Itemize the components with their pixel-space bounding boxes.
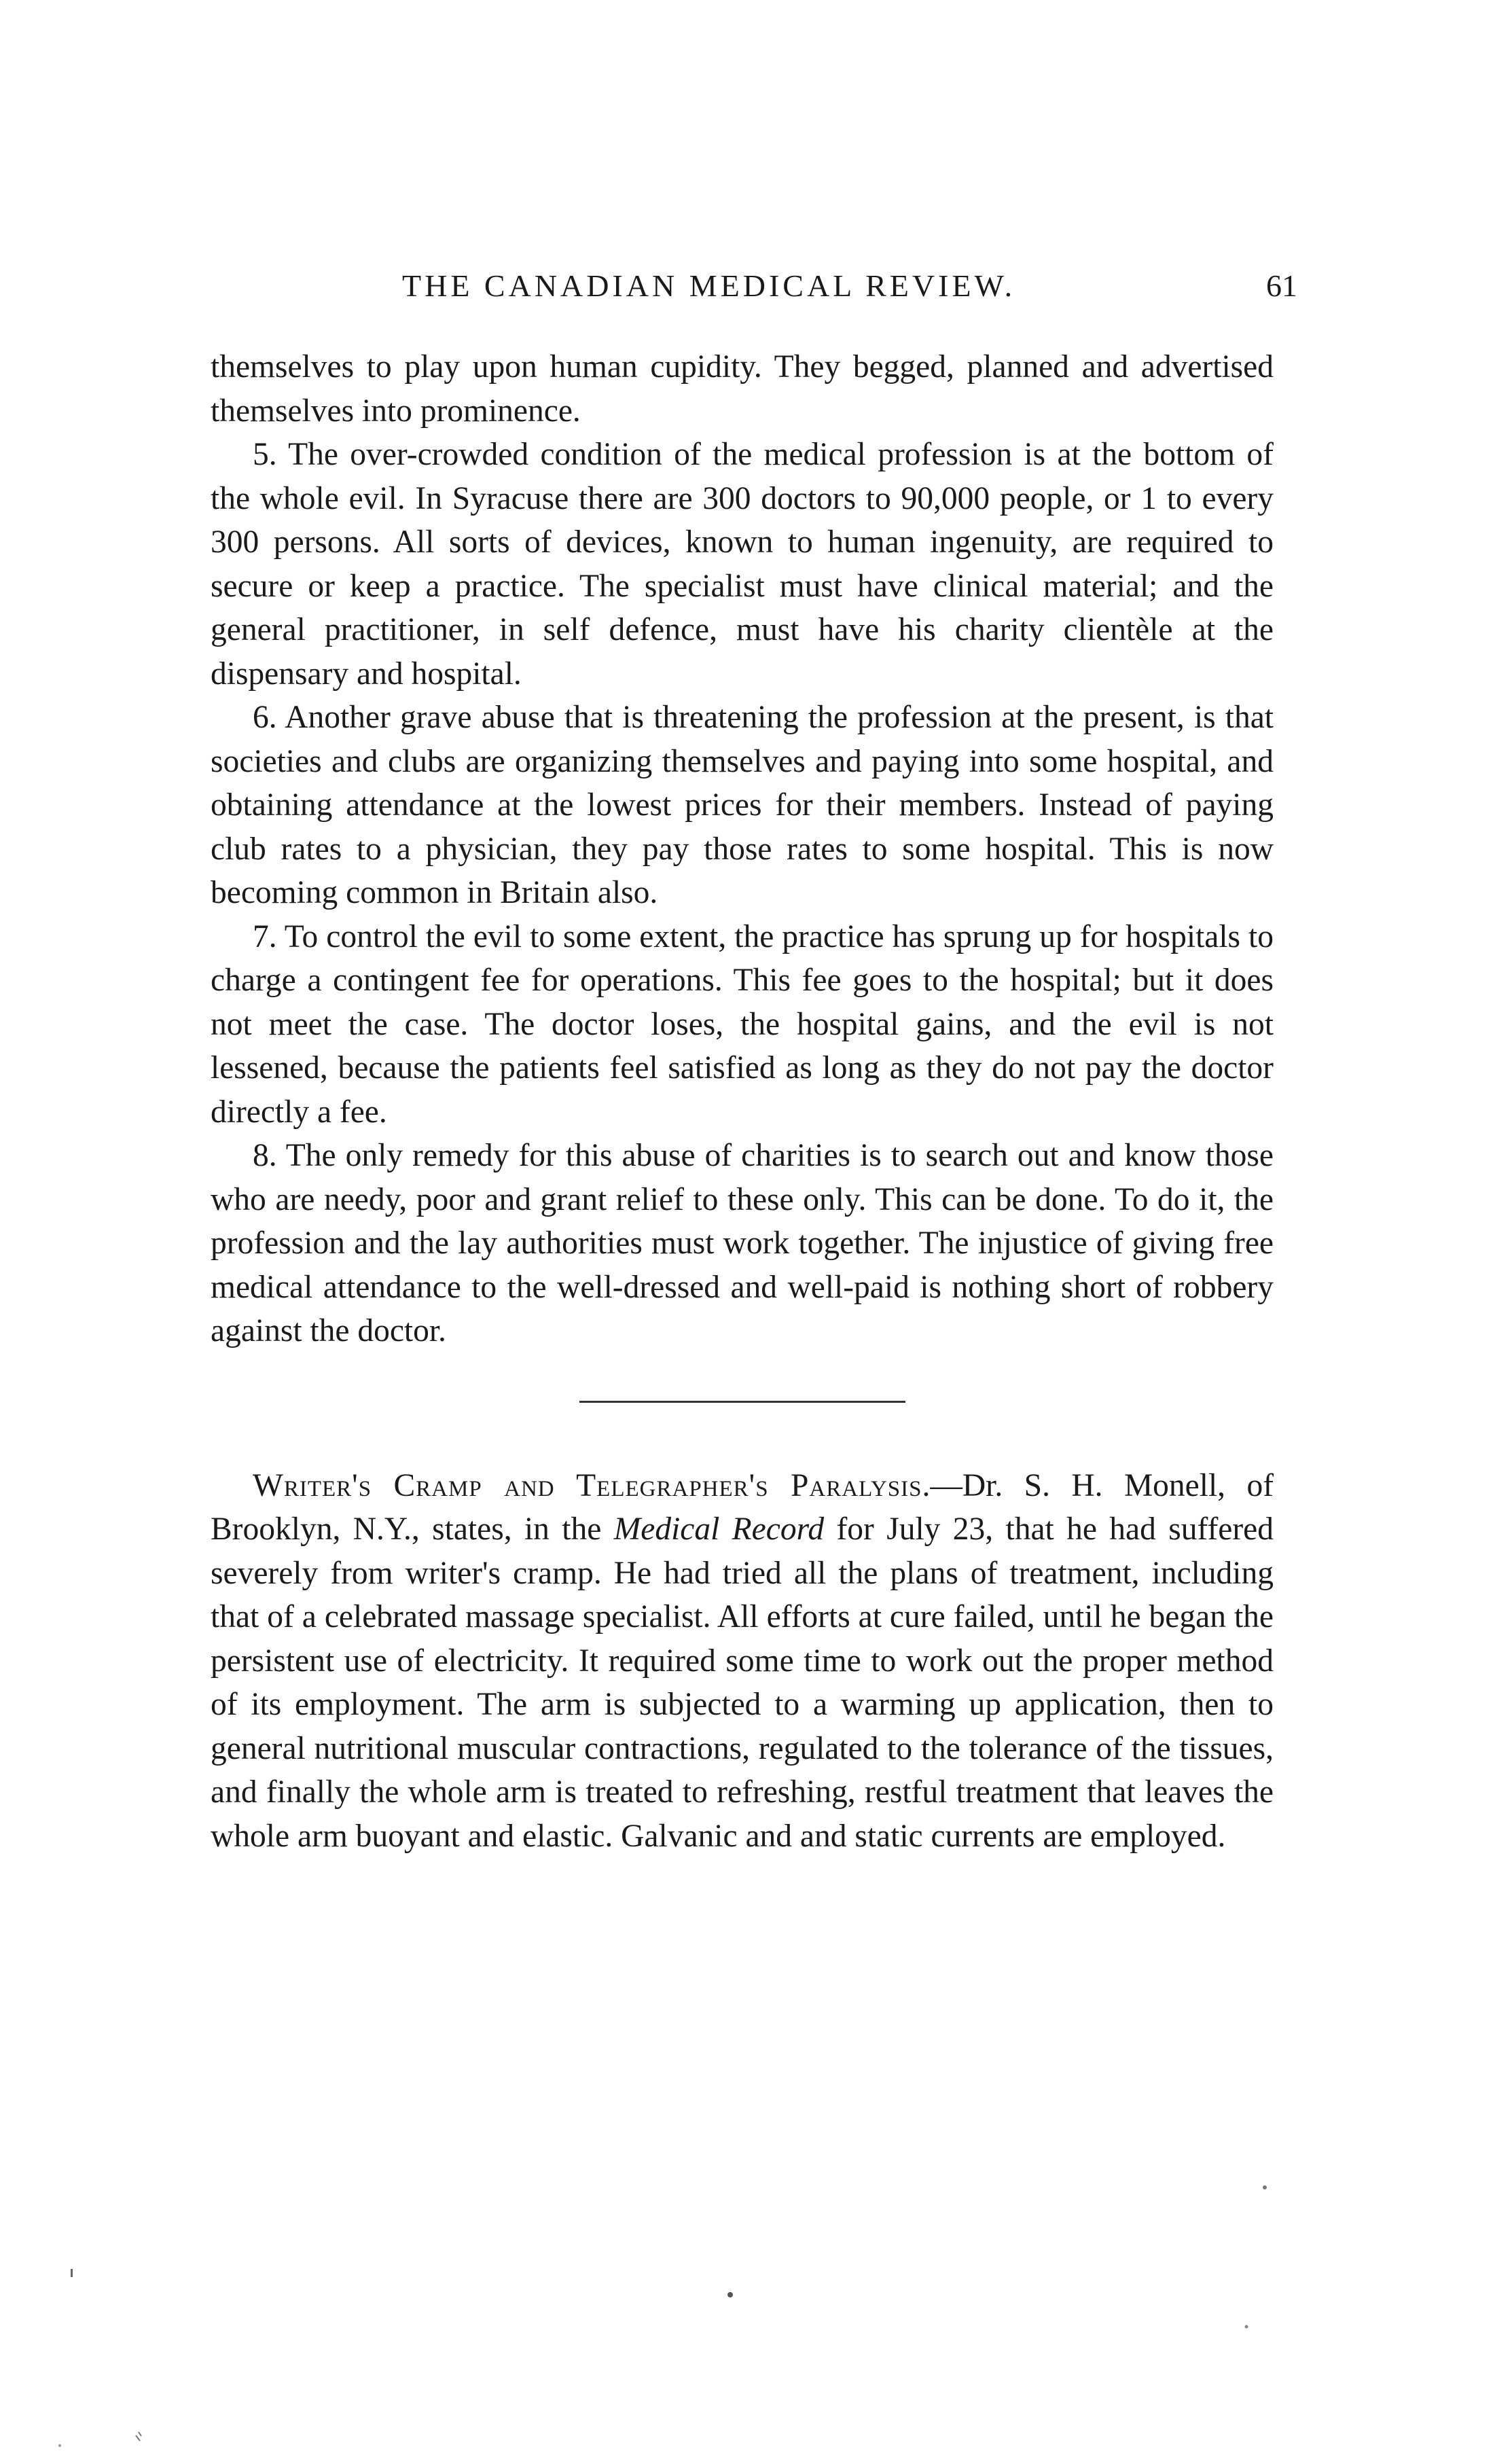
running-head [211,268,1297,315]
article-text-start: Dr. S. H. Monell, of Brooklyn, N.Y., states, in the [211,1467,1274,1547]
running-title: THE CANADIAN MEDICAL REVIEW. [402,268,1016,303]
paragraph-point-6: 6. Another grave abuse that is threatening the profession at the present, is that societies and clubs are organizing themselves and paying into some hospital, and obtaining attendance at the lowest prices for their members. Instead of paying club rates to a physician, they pay those rates to some hospital. This is now becoming common in Britain also. [211,700,1274,910]
page-number: 61 [1266,268,1297,303]
article-text-rest: for July 23, that he had suffered severely from writer's cramp. He had tried all the plans of treatment, including that of a celebrated massage specialist. All efforts at cure failed, until he began the persistent use of electricity. It required some time to work out the proper method of its employment. The arm is subjected to a warming up application, then to general nutritional muscular contractions, regulated to the tolerance of the tissues, and finally the whole arm is treated to refreshing, restful treatment that leaves the whole arm buoyant and elastic. Galvanic and and static currents are employed. [211,1511,1274,1854]
paragraph-continuation: themselves to play upon human cupidity. They begged, planned and advertised themselves into prominence. [211,349,1274,429]
article-paragraph [211,1464,1274,1859]
paragraph-point-5: 5. The over-crowded condition of the medical profession is at the bottom of the whole evil. In Syracuse there are 300 doctors to 90,000 people, or 1 to every 300 persons. All sorts of devices, known to human ingenuity, are required to secure or keep a practice. The specialist must have clinical material; and the general practitioner, in self defence, must have his charity clientèle at the dispensary and hospital. [211,437,1274,692]
body-text [211,345,1274,1858]
paragraph-point-8: 8. The only remedy for this abuse of charities is to search out and know those who are needy, poor and grant relief to these only. This can be done. To do it, the profession and the lay authorities must work together. The injustice of giving free medical attendance to the well-dressed and well-paid is nothing short of robbery against the doctor. [211,1138,1274,1348]
article-heading-dash: .— [922,1467,962,1503]
article-heading: Writer's Cramp and Telegrapher's Paralysis [253,1467,922,1503]
paragraph-point-7: 7. To control the evil to some extent, the practice has sprung up for hospitals to charge a contingent fee for operations. This fee goes to the hospital; but it does not meet the case. The doctor loses, the hospital gains, and the evil is not lessened, because the patients feel satisfied as long as they do not pay the doctor directly a fee. [211,918,1274,1130]
journal-title: Medical Record [613,1511,825,1547]
section-divider [579,1401,905,1403]
